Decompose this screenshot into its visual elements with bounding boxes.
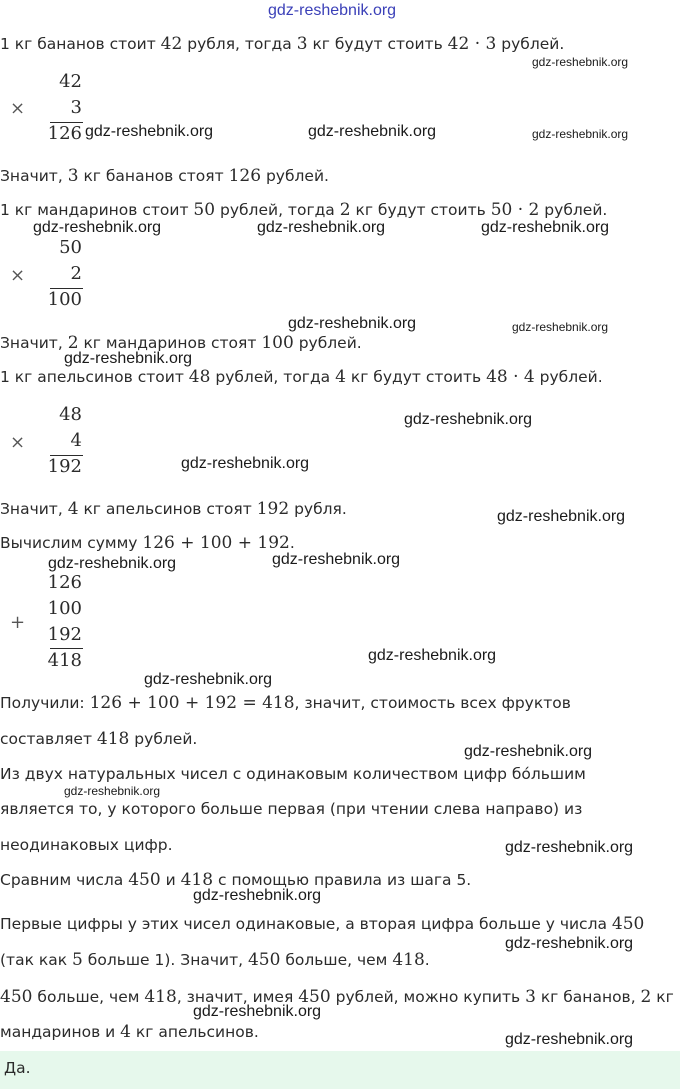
operand: 4 bbox=[70, 430, 82, 451]
sum-text: Вычислим сумму 126 + 100 + 192. bbox=[0, 533, 295, 553]
watermark: gdz-reshebnik.org bbox=[532, 55, 629, 69]
sum-result-line1: Получили: 126 + 100 + 192 = 418, значит, стоимость всех фруктов bbox=[0, 693, 571, 713]
answer-box bbox=[0, 1051, 680, 1089]
watermark: gdz-reshebnik.org bbox=[497, 508, 626, 525]
watermark: gdz-reshebnik.org bbox=[512, 320, 609, 334]
watermark: gdz-reshebnik.org bbox=[532, 127, 629, 141]
times-sign: × bbox=[10, 265, 26, 286]
result: 418 bbox=[47, 650, 82, 671]
step1-conclusion: Значит, 3 кг бананов стоят 126 рублей. bbox=[0, 166, 329, 186]
final-line2: мандаринов и 4 кг апельсинов. bbox=[0, 1022, 259, 1042]
operand: 48 bbox=[59, 404, 82, 425]
watermark: gdz-reshebnik.org bbox=[481, 219, 610, 236]
watermark: gdz-reshebnik.org bbox=[268, 2, 397, 19]
watermark: gdz-reshebnik.org bbox=[64, 784, 161, 798]
plus-sign: + bbox=[10, 612, 26, 633]
watermark: gdz-reshebnik.org bbox=[48, 555, 177, 572]
step2-conclusion: Значит, 2 кг мандаринов стоят 100 рублей. bbox=[0, 333, 362, 353]
final-line1: 450 больше, чем 418, значит, имея 450 рублей, можно купить 3 кг бананов, 2 кг bbox=[0, 987, 674, 1007]
compare-line2: Первые цифры у этих чисел одинаковые, а вторая цифра больше у числа 450 bbox=[0, 914, 645, 934]
rule-line3: неодинаковых цифр. bbox=[0, 836, 173, 854]
operand: 192 bbox=[47, 624, 82, 645]
result: 192 bbox=[47, 456, 82, 477]
times-sign: × bbox=[10, 98, 26, 119]
watermark: gdz-reshebnik.org bbox=[64, 350, 193, 367]
watermark: gdz-reshebnik.org bbox=[272, 551, 401, 568]
watermark: gdz-reshebnik.org bbox=[505, 935, 634, 952]
rule-line2: является то, у которого больше первая (при чтении слева направо) из bbox=[0, 800, 583, 818]
operand: 50 bbox=[59, 237, 82, 258]
watermark: gdz-reshebnik.org bbox=[144, 671, 273, 688]
rule-line1: Из двух натуральных чисел с одинаковым количеством цифр бо́льшим bbox=[0, 765, 586, 783]
operand: 100 bbox=[47, 598, 82, 619]
step1-text: 1 кг бананов стоит 42 рубля, тогда 3 кг будут стоить 42 · 3 рублей. bbox=[0, 34, 565, 54]
operand: 42 bbox=[59, 71, 82, 92]
compare-line1: Сравним числа 450 и 418 с помощью правила из шага 5. bbox=[0, 870, 472, 890]
watermark: gdz-reshebnik.org bbox=[85, 123, 214, 140]
watermark: gdz-reshebnik.org bbox=[193, 1003, 322, 1020]
watermark: gdz-reshebnik.org bbox=[308, 123, 437, 140]
watermark: gdz-reshebnik.org bbox=[33, 219, 162, 236]
watermark: gdz-reshebnik.org bbox=[193, 887, 322, 904]
watermark: gdz-reshebnik.org bbox=[181, 455, 310, 472]
watermark: gdz-reshebnik.org bbox=[464, 743, 593, 760]
watermark: gdz-reshebnik.org bbox=[368, 647, 497, 664]
answer-text: Да. bbox=[4, 1059, 31, 1077]
step3-conclusion: Значит, 4 кг апельсинов стоят 192 рубля. bbox=[0, 499, 347, 519]
compare-line3: (так как 5 больше 1). Значит, 450 больше, чем 418. bbox=[0, 950, 430, 970]
operand: 2 bbox=[70, 263, 82, 284]
operand: 126 bbox=[47, 572, 82, 593]
sum-result-line2: составляет 418 рублей. bbox=[0, 729, 198, 749]
times-sign: × bbox=[10, 432, 26, 453]
operand: 3 bbox=[70, 97, 82, 118]
result: 100 bbox=[47, 289, 82, 310]
watermark: gdz-reshebnik.org bbox=[288, 315, 417, 332]
watermark: gdz-reshebnik.org bbox=[505, 1031, 634, 1048]
watermark: gdz-reshebnik.org bbox=[505, 839, 634, 856]
step3-text: 1 кг апельсинов стоит 48 рублей, тогда 4 кг будут стоить 48 · 4 рублей. bbox=[0, 367, 603, 387]
watermark: gdz-reshebnik.org bbox=[404, 411, 533, 428]
result-line bbox=[50, 648, 83, 649]
step2-text: 1 кг мандаринов стоит 50 рублей, тогда 2 кг будут стоить 50 · 2 рублей. bbox=[0, 200, 608, 220]
result: 126 bbox=[47, 123, 82, 144]
watermark: gdz-reshebnik.org bbox=[257, 219, 386, 236]
